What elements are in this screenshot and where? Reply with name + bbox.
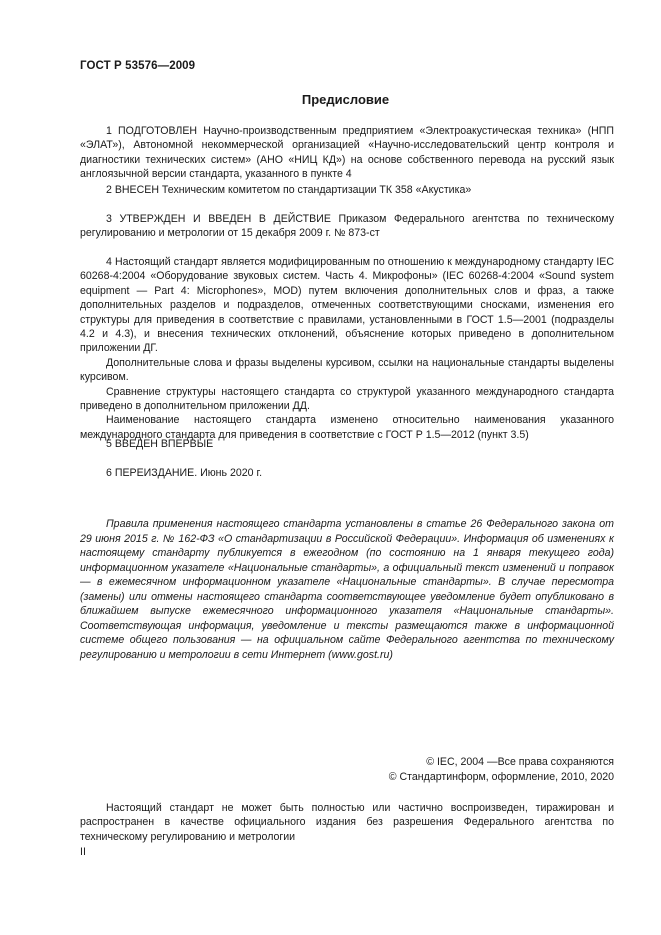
paragraph: 3 УТВЕРЖДЕН И ВВЕДЕН В ДЕЙСТВИЕ Приказом Федерального агентства по техническому регулированию и метрологии от 15 декабря 2009 г. № 873-ст xyxy=(80,213,614,240)
paragraph: 4 Настоящий стандарт является модифицированным по отношению к международному стандарту IEC 60268-4:2004 «Оборудование звуковых систем. Часть 4. Микрофоны» (IEC 60268-4:2004 «Sound system equipment — Part 4: Microphones», MOD) путем включения дополнительных слов и фраз, а также дополнительных разделов и подразделов, отмеченных соответствующими сносками, изменения его структуры для приведения в соответствие с правилами, установленными в ГОСТ 1.5—2001 (подразделы 4.2 и 4.3), и внесения технических отклонений, объяснение которых приведено в дополнительном приложении ДГ. xyxy=(80,256,614,355)
foreword-item-1 xyxy=(80,124,614,182)
foreword-item-4 xyxy=(80,255,614,442)
legal-notice xyxy=(80,517,614,662)
paragraph: Настоящий стандарт не может быть полностью или частично воспроизведен, тиражирован и распространен в качестве официального издания без разрешения Федерального агентства по техническому регулированию и метрологии xyxy=(80,802,614,843)
copyright-line: © Стандартинформ, оформление, 2010, 2020 xyxy=(388,770,614,783)
paragraph: 5 ВВЕДЕН ВПЕРВЫЕ xyxy=(106,438,214,450)
standard-code-header: ГОСТ Р 53576—2009 xyxy=(80,60,196,72)
paragraph: 2 ВНЕСЕН Техническим комитетом по стандартизации ТК 358 «Акустика» xyxy=(106,184,472,196)
foreword-item-2 xyxy=(80,183,614,197)
foreword-item-5 xyxy=(80,437,614,451)
copyright-line: © IEC, 2004 —Все права сохраняются xyxy=(426,756,614,768)
paragraph: 6 ПЕРЕИЗДАНИЕ. Июнь 2020 г. xyxy=(106,467,263,479)
paragraph: Сравнение структуры настоящего стандарта со структурой указанного международного стандарта приведено в дополнительном приложении ДД. xyxy=(80,385,614,413)
paragraph: Наименование настоящего стандарта изменено относительно наименования указанного международного стандарта для приведения в соответствие с ГОСТ Р 1.5—2012 (пункт 3.5) xyxy=(80,414,614,441)
page-title: Предисловие xyxy=(301,92,390,107)
foreword-item-3 xyxy=(80,212,614,241)
reproduction-notice xyxy=(80,801,614,844)
copyright-block xyxy=(389,755,614,784)
paragraph: 1 ПОДГОТОВЛЕН Научно-производственным предприятием «Электроакустическая техника» (НПП «ЭЛАТ»), Автономной некоммерческой организацией «Научно-исследовательский центр контроля и диагностики технических систем» (АНО «НИЦ КД») на основе собственного перевода на русский язык англоязычной версии стандарта, указанного в пункте 4 xyxy=(80,125,614,181)
foreword-item-6 xyxy=(80,466,614,480)
page-number: II xyxy=(80,846,86,858)
paragraph: Правила применения настоящего стандарта установлены в статье 26 Федерального закона от 29 июня 2015 г. № 162-ФЗ «О стандартизации в Российской Федерации». Информация об изменениях к настоящему стандарту публикуется в ежегодном (по состоянию на 1 января текущего года) информационном указателе «Национальные стандарты», а официальный текст изменений и поправок — в ежемесячном информационном указателе «Национальные стандарты». В случае пересмотра (замены) или отмены настоящего стандарта соответствующее уведомление будет опубликовано в ближайшем выпуске ежемесячного информационного указателя «Национальные стандарты». Соответствующая информация, уведомление и тексты размещаются также в информационной системе общего пользования — на официальном сайте Федерального агентства по техническому регулированию и метрологии в сети Интернет (www.gost.ru) xyxy=(80,518,614,661)
paragraph: Дополнительные слова и фразы выделены курсивом, ссылки на национальные стандарты выделены курсивом. xyxy=(80,356,614,384)
